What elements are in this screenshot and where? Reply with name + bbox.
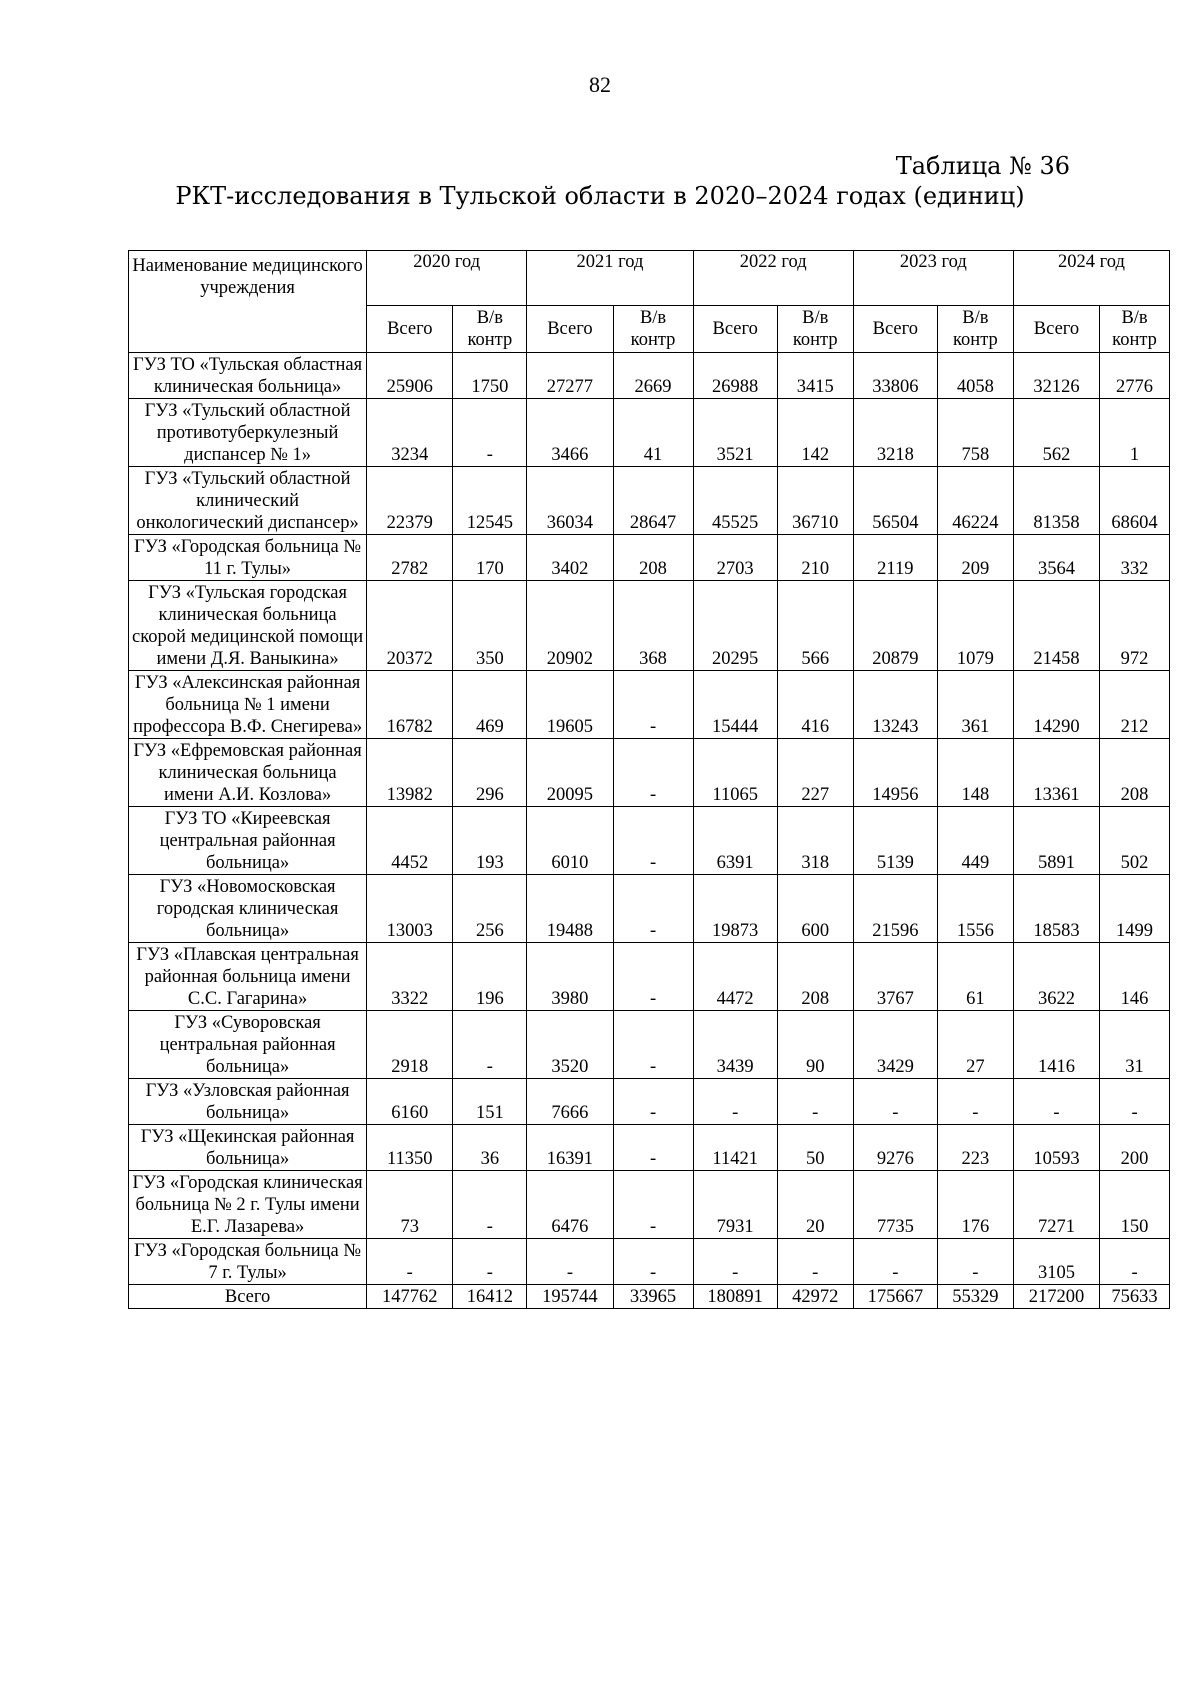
value-total: 13982 [367,739,453,807]
header-year: 2020 год [367,251,527,306]
value-total: 20902 [527,581,613,671]
value-contrast: 16412 [453,1285,527,1309]
value-contrast: 332 [1100,535,1170,581]
value-total: 18583 [1013,875,1099,943]
value-total: 33806 [853,353,937,399]
value-total: 3439 [693,1011,777,1079]
header-contrast: В/в контр [777,306,853,353]
header-institution-name: Наименование медицинского учреждения [129,251,367,353]
value-total: 5891 [1013,807,1099,875]
value-contrast: 196 [453,943,527,1011]
value-contrast: - [613,1011,693,1079]
value-contrast: 193 [453,807,527,875]
value-total: 147762 [367,1285,453,1309]
value-contrast: 368 [613,581,693,671]
value-total: - [853,1079,937,1125]
value-total: 14956 [853,739,937,807]
value-contrast: 758 [937,399,1013,467]
value-contrast: 33965 [613,1285,693,1309]
value-contrast: 469 [453,671,527,739]
value-total: 3402 [527,535,613,581]
value-contrast: - [613,671,693,739]
value-contrast: 227 [777,739,853,807]
value-total: 13003 [367,875,453,943]
value-total: 195744 [527,1285,613,1309]
value-total: 4452 [367,807,453,875]
header-year: 2021 год [527,251,693,306]
institution-name: ГУЗ «Ефремовская районная клиническая больница имени А.И. Козлова» [129,739,367,807]
value-contrast: 27 [937,1011,1013,1079]
value-contrast: 212 [1100,671,1170,739]
value-total: - [367,1239,453,1285]
header-total: Всего [1013,306,1099,353]
table-row [129,943,1170,1011]
value-total: 56504 [853,467,937,535]
value-total: 19488 [527,875,613,943]
header-contrast: В/в контр [937,306,1013,353]
value-contrast: - [777,1239,853,1285]
value-contrast: - [1100,1079,1170,1125]
value-contrast: 350 [453,581,527,671]
ct-studies-table [128,250,1170,1309]
value-total: 7931 [693,1171,777,1239]
value-contrast: 170 [453,535,527,581]
value-contrast: 142 [777,399,853,467]
value-contrast: - [453,1011,527,1079]
value-total: - [853,1239,937,1285]
value-total: 7271 [1013,1171,1099,1239]
table-row [129,671,1170,739]
value-total: 5139 [853,807,937,875]
value-total: 175667 [853,1285,937,1309]
value-total: 11350 [367,1125,453,1171]
total-label: Всего [129,1285,367,1309]
value-contrast: 12545 [453,467,527,535]
value-contrast: 600 [777,875,853,943]
value-contrast: 502 [1100,807,1170,875]
value-contrast: - [613,943,693,1011]
header-total: Всего [367,306,453,353]
value-total: 13243 [853,671,937,739]
value-total: 9276 [853,1125,937,1171]
value-total: 6160 [367,1079,453,1125]
value-contrast: - [613,1125,693,1171]
institution-name: ГУЗ «Плавская центральная районная больница имени С.С. Гагарина» [129,943,367,1011]
value-total: 73 [367,1171,453,1239]
value-total: 3218 [853,399,937,467]
value-total: 3564 [1013,535,1099,581]
value-total: 45525 [693,467,777,535]
table-row [129,807,1170,875]
value-total: 16782 [367,671,453,739]
value-total: 3521 [693,399,777,467]
value-contrast: 4058 [937,353,1013,399]
value-total: 3234 [367,399,453,467]
header-year: 2022 год [693,251,853,306]
value-total: 20372 [367,581,453,671]
value-contrast: - [613,1171,693,1239]
value-contrast: 28647 [613,467,693,535]
value-total: 3520 [527,1011,613,1079]
value-contrast: 42972 [777,1285,853,1309]
value-contrast: 208 [613,535,693,581]
value-total: 10593 [1013,1125,1099,1171]
value-contrast: - [613,1239,693,1285]
table-body [129,353,1170,1309]
value-contrast: 318 [777,807,853,875]
value-total: 36034 [527,467,613,535]
value-total: 15444 [693,671,777,739]
value-contrast: - [937,1079,1013,1125]
value-contrast: 1079 [937,581,1013,671]
value-total: 20095 [527,739,613,807]
value-total: 3980 [527,943,613,1011]
table-row [129,399,1170,467]
header-total: Всего [693,306,777,353]
table-caption: РКТ-исследования в Тульской области в 2020–2024 годах (единиц) [175,182,1025,210]
value-contrast: 208 [1100,739,1170,807]
value-total: 6391 [693,807,777,875]
value-contrast: 361 [937,671,1013,739]
value-contrast: 46224 [937,467,1013,535]
value-contrast: 449 [937,807,1013,875]
table-row [129,1079,1170,1125]
value-total: - [527,1239,613,1285]
header-year: 2023 год [853,251,1013,306]
institution-name: ГУЗ «Городская больница № 11 г. Тулы» [129,535,367,581]
value-contrast: 75633 [1100,1285,1170,1309]
institution-name: ГУЗ ТО «Киреевская центральная районная больница» [129,807,367,875]
value-contrast: - [777,1079,853,1125]
value-total: 2703 [693,535,777,581]
value-contrast: 3415 [777,353,853,399]
value-total: 19873 [693,875,777,943]
value-total: 3429 [853,1011,937,1079]
value-total: 16391 [527,1125,613,1171]
value-total: - [693,1079,777,1125]
table-row [129,353,1170,399]
value-contrast: 1750 [453,353,527,399]
table-row [129,467,1170,535]
value-total: 3322 [367,943,453,1011]
table-row [129,1125,1170,1171]
table-row [129,1171,1170,1239]
value-total: 11421 [693,1125,777,1171]
value-contrast: - [1100,1239,1170,1285]
value-contrast: 566 [777,581,853,671]
institution-name: ГУЗ «Тульский областной клинический онкологический диспансер» [129,467,367,535]
value-contrast: 1499 [1100,875,1170,943]
value-contrast: 209 [937,535,1013,581]
value-contrast: 50 [777,1125,853,1171]
header-total: Всего [853,306,937,353]
value-contrast: - [937,1239,1013,1285]
page-number: 82 [589,72,611,97]
value-contrast: 223 [937,1125,1013,1171]
header-contrast: В/в контр [453,306,527,353]
table-total-row [129,1285,1170,1309]
value-contrast: 416 [777,671,853,739]
value-total: 20879 [853,581,937,671]
value-total: 217200 [1013,1285,1099,1309]
value-contrast: - [613,875,693,943]
value-total: 32126 [1013,353,1099,399]
institution-name: ГУЗ «Алексинская районная больница № 1 имени профессора В.Ф. Снегирева» [129,671,367,739]
value-contrast: 20 [777,1171,853,1239]
value-contrast: - [453,1171,527,1239]
value-total: 7666 [527,1079,613,1125]
value-contrast: - [613,1079,693,1125]
value-total: 3622 [1013,943,1099,1011]
value-total: 20295 [693,581,777,671]
value-total: 22379 [367,467,453,535]
institution-name: ГУЗ «Новомосковская городская клиническая больница» [129,875,367,943]
institution-name: ГУЗ «Узловская районная больница» [129,1079,367,1125]
table-row [129,875,1170,943]
value-contrast: 2669 [613,353,693,399]
institution-name: ГУЗ «Суворовская центральная районная больница» [129,1011,367,1079]
institution-name: ГУЗ «Городская больница № 7 г. Тулы» [129,1239,367,1285]
value-total: 2119 [853,535,937,581]
value-total: 25906 [367,353,453,399]
institution-name: ГУЗ «Тульский областной противотуберкулезный диспансер № 1» [129,399,367,467]
value-total: 26988 [693,353,777,399]
value-contrast: 146 [1100,943,1170,1011]
value-contrast: - [613,807,693,875]
institution-name: ГУЗ «Тульская городская клиническая больница скорой медицинской помощи имени Д.Я. Ваныкина» [129,581,367,671]
value-total: 3466 [527,399,613,467]
value-total: 81358 [1013,467,1099,535]
value-contrast: 55329 [937,1285,1013,1309]
institution-name: ГУЗ ТО «Тульская областная клиническая больница» [129,353,367,399]
table-row [129,739,1170,807]
value-contrast: 68604 [1100,467,1170,535]
value-contrast: 36 [453,1125,527,1171]
value-contrast: 31 [1100,1011,1170,1079]
value-total: 562 [1013,399,1099,467]
value-total: 2918 [367,1011,453,1079]
value-contrast: 176 [937,1171,1013,1239]
value-total: 14290 [1013,671,1099,739]
value-contrast: 200 [1100,1125,1170,1171]
value-total: 6010 [527,807,613,875]
table-row [129,581,1170,671]
value-total: 2782 [367,535,453,581]
value-contrast: 148 [937,739,1013,807]
value-total: 3105 [1013,1239,1099,1285]
value-contrast: 256 [453,875,527,943]
value-contrast: 41 [613,399,693,467]
value-contrast: 36710 [777,467,853,535]
value-contrast: - [453,399,527,467]
value-total: 1416 [1013,1011,1099,1079]
header-contrast: В/в контр [613,306,693,353]
value-total: - [693,1239,777,1285]
header-contrast: В/в контр [1100,306,1170,353]
table-row [129,1011,1170,1079]
value-contrast: 151 [453,1079,527,1125]
value-total: 21596 [853,875,937,943]
value-contrast: - [453,1239,527,1285]
value-contrast: 210 [777,535,853,581]
value-contrast: 61 [937,943,1013,1011]
value-contrast: 150 [1100,1171,1170,1239]
value-contrast: 90 [777,1011,853,1079]
value-contrast: - [613,739,693,807]
value-total: 7735 [853,1171,937,1239]
value-total: 21458 [1013,581,1099,671]
value-total: 11065 [693,739,777,807]
value-total: 19605 [527,671,613,739]
value-total: 27277 [527,353,613,399]
value-contrast: 1556 [937,875,1013,943]
value-contrast: 296 [453,739,527,807]
institution-name: ГУЗ «Городская клиническая больница № 2 г. Тулы имени Е.Г. Лазарева» [129,1171,367,1239]
value-total: 13361 [1013,739,1099,807]
value-contrast: 208 [777,943,853,1011]
table-row [129,535,1170,581]
value-total: - [1013,1079,1099,1125]
value-total: 180891 [693,1285,777,1309]
value-total: 3767 [853,943,937,1011]
table-number: Таблица № 36 [895,152,1070,180]
header-year: 2024 год [1013,251,1169,306]
value-contrast: 2776 [1100,353,1170,399]
value-contrast: 1 [1100,399,1170,467]
header-total: Всего [527,306,613,353]
table-row [129,1239,1170,1285]
institution-name: ГУЗ «Щекинская районная больница» [129,1125,367,1171]
value-contrast: 972 [1100,581,1170,671]
value-total: 4472 [693,943,777,1011]
value-total: 6476 [527,1171,613,1239]
